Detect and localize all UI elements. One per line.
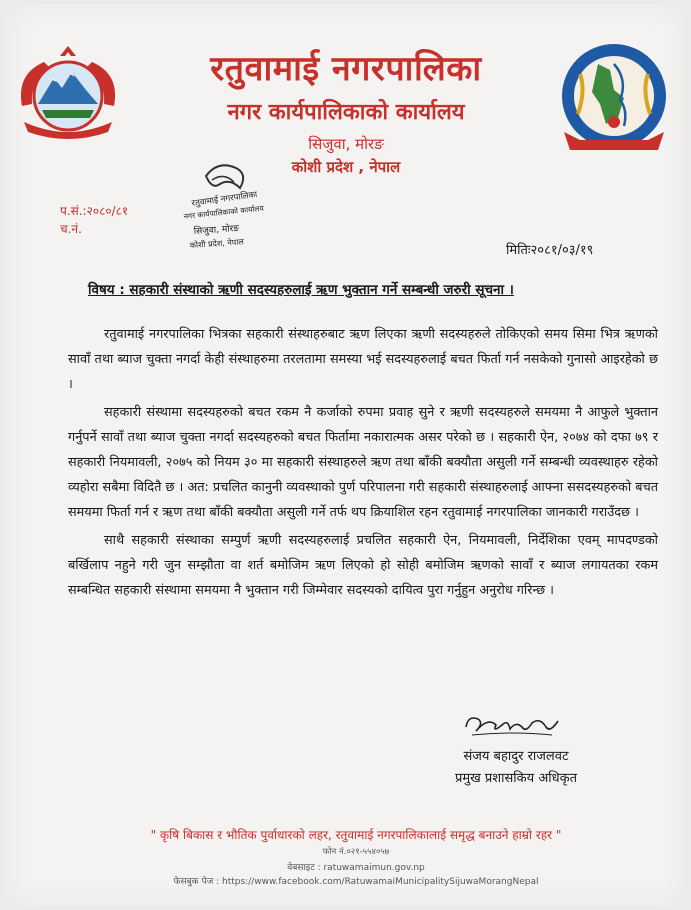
footer-facebook: फेसबुक पेज : https://www.facebook.com/RatuwamaiMunicipalitySijuwaMorangNepal <box>173 877 539 887</box>
body-paragraph-2: सहकारी संस्थामा सदस्यहरुको बचत रकम नै कर्जाको रुपमा प्रवाह सुने र ऋणी सदस्यहरुले समयमा नै आफुले भुक्तान गर्नुपर्ने सावाँ तथा ब्याज चुक्ता नगर्दा सदस्यहरुको बचत फिर्तामा नकारात्मक असर परेको छ । सहकारी ऐन, २०७४ को दफा ७९ र सहकारी नियमावली, २०७५ को नियम ३० मा सहकारी संस्थाहरुले ऋण तथा बाँकी बक्यौता असुली गर्ने सम्बन्धी व्यवस्थाहरु रहेको व्यहोरा सबैमा विदितै छ । अत: प्रचलित कानुनी व्यवस्थाको पुर्ण परिपालना गरी सहकारी संस्थाहरुलाई आफ्ना ससदस्यहरुको बचत समयमा फिर्ता गर्न र ऋण तथा बाँकी बक्यौता असुली गर्ने तर्फ थप क्रियाशिल रहन रतुवामाई नगरपालिका जानकारी गराउँदछ । <box>68 405 658 520</box>
footer-slogan: " कृषि बिकास र भौतिक पुर्वाधारको लहर, रतुवामाई नगरपालिकालाई समृद्ध बनाउने हाम्रो रहर " <box>150 828 562 842</box>
svg-text:कोशी प्रदेश, नेपाल: कोशी प्रदेश, नेपाल <box>189 237 245 250</box>
letter-body <box>68 322 658 606</box>
letter-sheet <box>6 4 685 906</box>
svg-text:नगर कार्यपालिकाको कार्यालय: नगर कार्यपालिकाको कार्यालय <box>183 203 265 221</box>
office-stamp <box>172 156 282 261</box>
body-paragraph-3: साथै सहकारी संस्थाका सम्पुर्ण ऋणी सदस्यहरुलाई प्रचलित सहकारी ऐन, नियमावली, निर्देशिका एवम् मापदण्डको बर्खिलाप नहुने गरी जुन सम्झौता वा शर्त बमोजिम ऋण लिएको हो सोही बमोजिम ऋणको सावाँ र ब्याज लगायतका रकम सम्बन्धित सहकारी संस्थामा समयमा नै भुक्तान गरी जिम्मेवार सदस्यको दायित्व पुरा गर्नुहुन अनुरोध गरिन्छ । <box>68 533 658 598</box>
svg-text:रतुवामाई नगरपालिका: रतुवामाई नगरपालिका <box>191 189 258 209</box>
footer-website: वेबसाइट : ratuwamaimun.gov.np <box>287 863 425 873</box>
address-line-1: सिजुवा, मोरङ <box>308 135 384 153</box>
office-subtitle: नगर कार्यपालिकाको कार्यालय <box>227 100 465 125</box>
body-paragraph-1: रतुवामाई नगरपालिका भित्रका सहकारी संस्थाहरुबाट ऋण लिएका ऋणी सदस्यहरुले तोकिएको समय सिमा भित्र ऋणको सावाँ तथा ब्याज चुक्ता नगर्दा केही संस्थाहरुमा तरलतामा समस्या भई सदस्यहरुलाई बचत फिर्ता गर्न नसकेको गुनासो आइरहेको छ । <box>68 327 658 392</box>
signatory-name: संजय बहादुर राजलवट <box>463 749 569 764</box>
nepal-government-emblem <box>16 44 120 144</box>
letter-subject: विषय : सहकारी संस्थाको ऋणी सदस्यहरुलाई ऋण भुक्तान गर्ने सम्बन्धी जरुरी सूचना । <box>88 282 514 298</box>
reference-block <box>60 202 128 238</box>
letter-date: मितिः२०८१/०३/१९ <box>506 243 594 258</box>
address-line-2: कोशी प्रदेश , नेपाल <box>291 158 401 176</box>
municipality-title: रतुवामाई नगरपालिका <box>210 49 482 89</box>
svg-text:सिजुवा, मोरङ: सिजुवा, मोरङ <box>193 223 240 237</box>
chalani-number: च.नं. <box>60 222 82 236</box>
patra-sankhya: प.सं.:२०८०/८१ <box>60 204 129 218</box>
handwritten-signature <box>462 709 562 741</box>
municipality-logo <box>558 40 670 158</box>
signatory-title: प्रमुख प्रशासकिय अधिकृत <box>454 771 578 786</box>
footer-phone: फोन नं.०२१-५५४०५७ <box>322 847 390 857</box>
